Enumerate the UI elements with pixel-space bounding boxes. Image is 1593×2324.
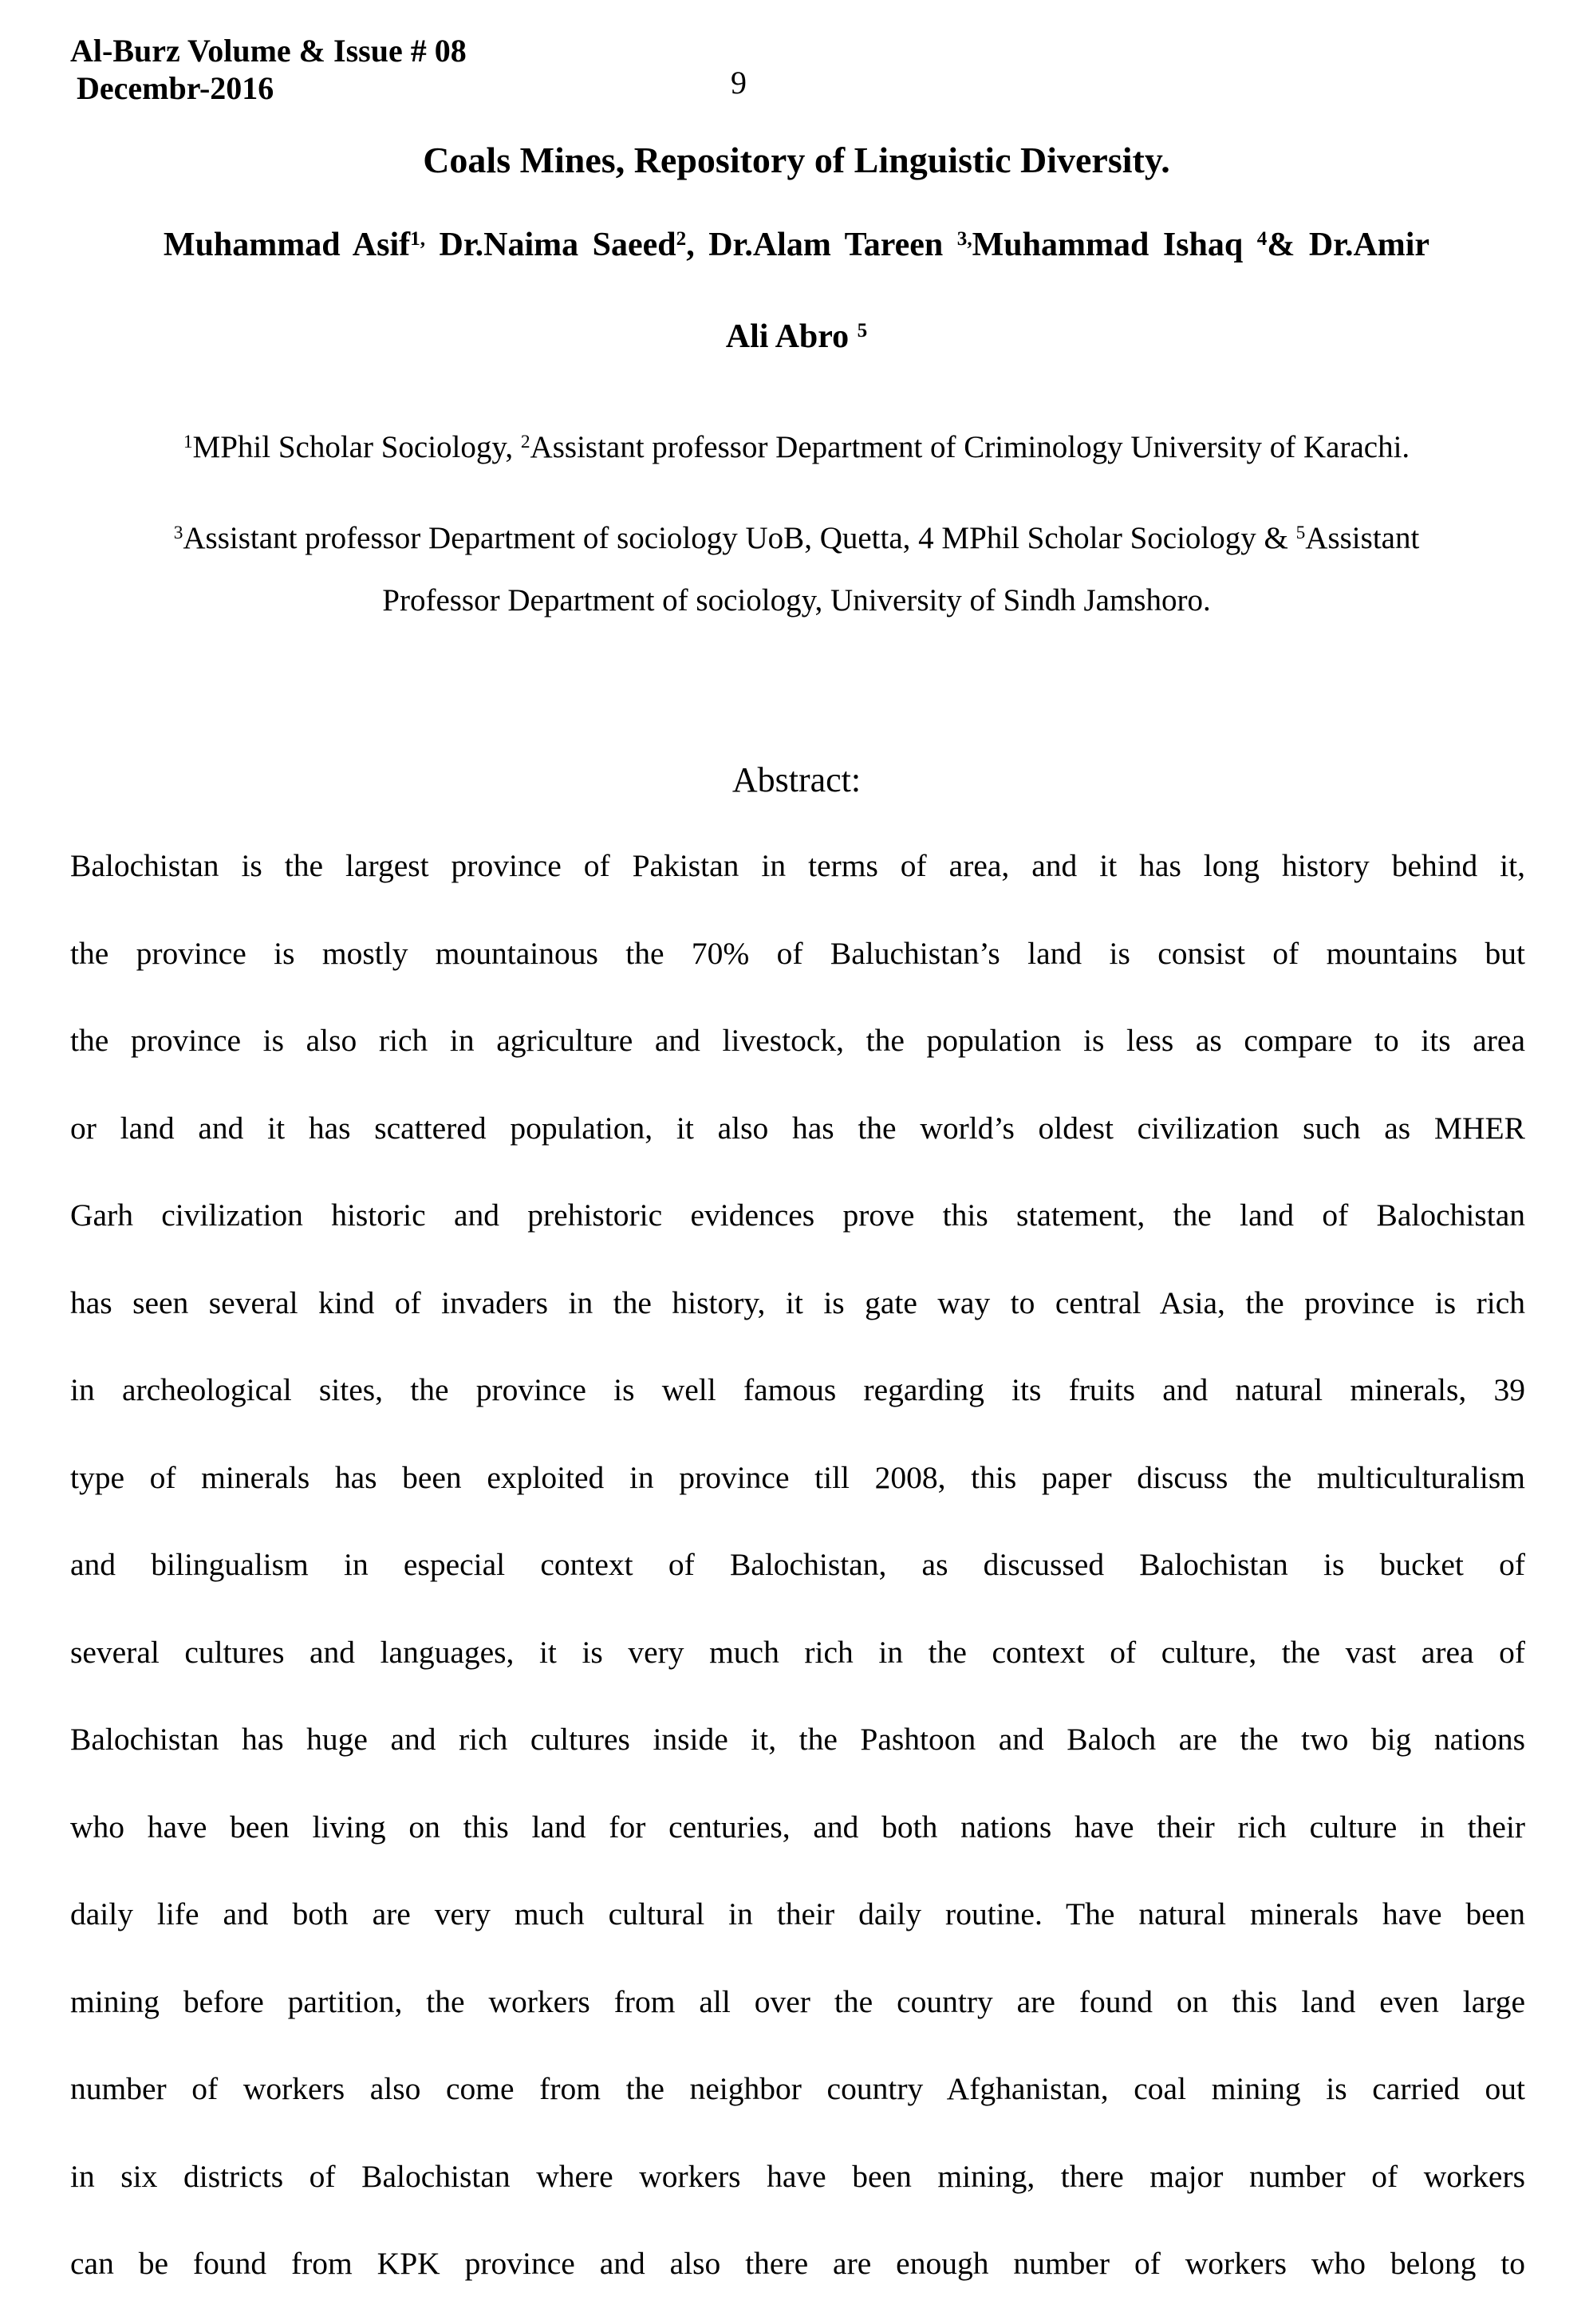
abstract-text-line: and bilingualism in especial context of Balochistan, as discussed Balochistan is bucket of: [70, 1547, 1525, 1582]
author-name: Ali Abro: [725, 318, 858, 355]
authors-line-2: [0, 318, 1593, 356]
abstract-text-line: Balochistan is the largest province of Pakistan in terms of area, and it has long history behind it,: [70, 848, 1525, 883]
abstract-text-line: in six districts of Balochistan where workers have been mining, there major number of workers: [70, 2158, 1525, 2194]
abstract-text-line: can be found from KPK province and also there are enough number of workers who belong to: [70, 2246, 1525, 2281]
abstract-text-line: or land and it has scattered population, it also has the world’s oldest civilization such as MHER: [70, 1110, 1525, 1146]
author-name: Muhammad Asif: [163, 227, 411, 263]
abstract-heading: Abstract:: [731, 760, 862, 799]
author-superscript: 1,: [410, 228, 426, 251]
affiliation-superscript: 5: [1295, 523, 1306, 544]
abstract-text-line: Balochistan has huge and rich cultures inside it, the Pashtoon and Baloch are the two big nations: [70, 1722, 1525, 1757]
author-name: Muhammad Ishaq: [972, 227, 1257, 263]
abstract-text-line: several cultures and languages, it is very much rich in the context of culture, the vast area of: [70, 1634, 1525, 1670]
affiliation-text: MPhil Scholar Sociology,: [192, 430, 521, 464]
affiliation-line-1: [0, 429, 1593, 465]
affiliation-text: Assistant professor Department of sociology UoB, Quetta, 4 MPhil Scholar Sociology &: [183, 521, 1296, 555]
abstract-text-line: mining before partition, the workers from all over the country are found on this land even large: [70, 1983, 1525, 2019]
affiliation-superscript: 1: [183, 432, 193, 453]
abstract-text-line: Garh civilization historic and prehistoric evidences prove this statement, the land of Balochistan: [70, 1198, 1525, 1233]
abstract-text-line: the province is mostly mountainous the 70% of Baluchistan’s land is consist of mountains but: [70, 935, 1525, 971]
abstract-text-line: number of workers also come from the neighbor country Afghanistan, coal mining is carried out: [70, 2071, 1525, 2106]
abstract-text-line: type of minerals has been exploited in province till 2008, this paper discuss the multiculturalism: [70, 1459, 1525, 1495]
affiliation-superscript: 3: [173, 523, 183, 544]
abstract-body: [70, 847, 1525, 2324]
abstract-text-line: who have been living on this land for centuries, and both nations have their rich culture in their: [70, 1809, 1525, 1845]
page-number: 9: [731, 65, 747, 101]
author-name: & Dr.Amir: [1267, 227, 1430, 263]
abstract-text-line: the province is also rich in agriculture and livestock, the population is less as compare to its area: [70, 1023, 1525, 1058]
journal-header-line2: Decembr-2016: [77, 70, 274, 106]
affiliation-text: Assistant: [1305, 521, 1420, 555]
paper-title: Coals Mines, Repository of Linguistic Diversity.: [423, 140, 1170, 180]
author-superscript: 5: [857, 320, 868, 342]
author-name: , Dr.Alam Tareen: [686, 227, 957, 263]
affiliation-text: Assistant professor Department of Criminology University of Karachi.: [530, 430, 1410, 464]
author-name: Dr.Naima Saeed: [425, 227, 676, 263]
affiliation-superscript: 2: [520, 432, 530, 453]
affiliation-line-3: Professor Department of sociology, University of Sindh Jamshoro.: [382, 583, 1211, 617]
author-superscript: 4: [1256, 228, 1268, 251]
author-superscript: 2: [676, 228, 687, 251]
author-superscript: 3,: [956, 228, 972, 251]
authors-line: [0, 226, 1593, 264]
journal-header-line1: Al-Burz Volume & Issue # 08: [70, 33, 467, 69]
affiliation-line-2: [0, 520, 1593, 556]
abstract-text-line: daily life and both are very much cultural in their daily routine. The natural minerals have been: [70, 1896, 1525, 1931]
abstract-text-line: has seen several kind of invaders in the history, it is gate way to central Asia, the province is rich: [70, 1284, 1525, 1320]
abstract-text-line: in archeological sites, the province is well famous regarding its fruits and natural minerals, 39: [70, 1372, 1525, 1407]
